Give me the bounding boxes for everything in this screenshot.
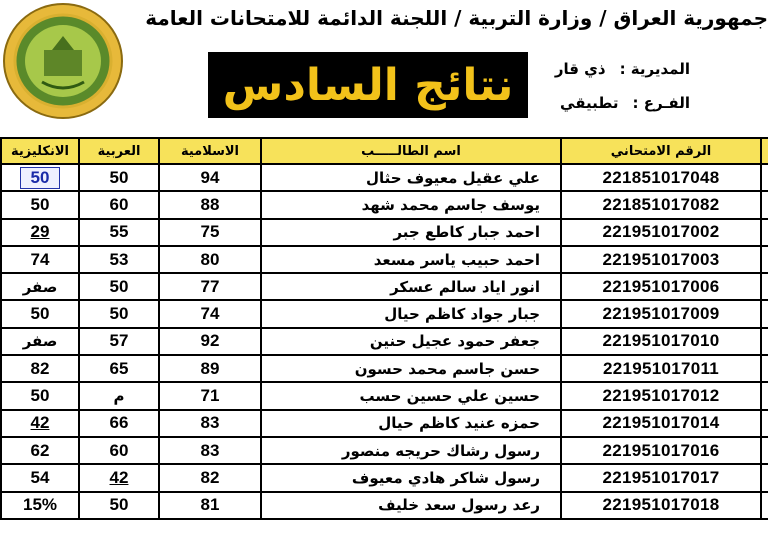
grade-cell-islamic[interactable]: 92	[159, 328, 261, 355]
results-table	[0, 137, 768, 520]
grade-cell-arabic[interactable]: 50	[79, 164, 159, 191]
student-name-cell[interactable]: انور اياد سالم عسكر	[261, 273, 561, 300]
student-name-cell[interactable]: حمزه عنيد كاظم حيال	[261, 410, 561, 437]
exam-number-cell[interactable]: 221951017014	[561, 410, 761, 437]
student-name-cell[interactable]: احمد جبار كاطع جبر	[261, 219, 561, 246]
exam-number-cell[interactable]: 221951017017	[561, 464, 761, 491]
row-extra-cell	[761, 464, 768, 491]
page-header-title: جمهورية العراق / وزارة التربية / اللجنة الدائمة للامتحانات العامة	[145, 6, 768, 30]
grade-cell-islamic[interactable]: 71	[159, 382, 261, 409]
grade-cell-english[interactable]: 15%	[1, 492, 79, 519]
column-header-name[interactable]: اسم الطالـــــب	[261, 138, 561, 164]
row-extra-cell	[761, 164, 768, 191]
grade-cell-arabic[interactable]: 50	[79, 273, 159, 300]
student-name-cell[interactable]: رعد رسول سعد خليف	[261, 492, 561, 519]
grade-cell-arabic[interactable]: 53	[79, 246, 159, 273]
grade-cell-arabic[interactable]: 50	[79, 300, 159, 327]
row-extra-cell	[761, 191, 768, 218]
table-row[interactable]	[1, 191, 768, 218]
grade-cell-arabic[interactable]: 65	[79, 355, 159, 382]
exam-number-cell[interactable]: 221951017009	[561, 300, 761, 327]
row-extra-cell	[761, 246, 768, 273]
student-name-cell[interactable]: علي عقيل معيوف حثال	[261, 164, 561, 191]
column-header-exam-number[interactable]: الرقم الامتحاني	[561, 138, 761, 164]
student-name-cell[interactable]: يوسف جاسم محمد شهد	[261, 191, 561, 218]
student-name-cell[interactable]: حسين علي حسين حسب	[261, 382, 561, 409]
row-extra-cell	[761, 437, 768, 464]
exam-number-cell[interactable]: 221951017002	[561, 219, 761, 246]
exam-number-cell[interactable]: 221951017016	[561, 437, 761, 464]
exam-number-cell[interactable]: 221951017018	[561, 492, 761, 519]
row-extra-cell	[761, 328, 768, 355]
grade-cell-english[interactable]: 54	[1, 464, 79, 491]
table-row[interactable]	[1, 464, 768, 491]
table-row[interactable]	[1, 273, 768, 300]
grade-cell-islamic[interactable]: 83	[159, 437, 261, 464]
row-extra-cell	[761, 382, 768, 409]
grade-cell-english[interactable]: 50	[1, 164, 79, 191]
table-row[interactable]	[1, 328, 768, 355]
exam-number-cell[interactable]: 221951017012	[561, 382, 761, 409]
grade-cell-english[interactable]: 62	[1, 437, 79, 464]
grade-cell-islamic[interactable]: 74	[159, 300, 261, 327]
student-name-cell[interactable]: رسول رشاك حريجه منصور	[261, 437, 561, 464]
grade-cell-arabic[interactable]: 50	[79, 492, 159, 519]
ministry-seal-logo	[2, 2, 124, 120]
student-name-cell[interactable]: حسن جاسم محمد حسون	[261, 355, 561, 382]
grade-cell-english[interactable]: 42	[1, 410, 79, 437]
table-header-row	[1, 138, 768, 164]
grade-cell-arabic[interactable]: 55	[79, 219, 159, 246]
column-header-english[interactable]: الانكليزية	[1, 138, 79, 164]
grade-cell-islamic[interactable]: 89	[159, 355, 261, 382]
column-header-islamic[interactable]: الاسلامية	[159, 138, 261, 164]
student-name-cell[interactable]: جبار جواد كاظم حيال	[261, 300, 561, 327]
results-banner: نتائج السادس	[208, 52, 528, 118]
grade-cell-arabic[interactable]: 60	[79, 437, 159, 464]
table-row[interactable]	[1, 382, 768, 409]
column-header-arabic[interactable]: العربية	[79, 138, 159, 164]
exam-number-cell[interactable]: 221951017003	[561, 246, 761, 273]
exam-number-cell[interactable]: 221951017006	[561, 273, 761, 300]
grade-cell-english[interactable]: 50	[1, 300, 79, 327]
row-extra-cell	[761, 355, 768, 382]
row-extra-cell	[761, 492, 768, 519]
grade-cell-islamic[interactable]: 83	[159, 410, 261, 437]
exam-number-cell[interactable]: 221851017048	[561, 164, 761, 191]
student-name-cell[interactable]: رسول شاكر هادي معيوف	[261, 464, 561, 491]
grade-cell-english[interactable]: 74	[1, 246, 79, 273]
table-row[interactable]	[1, 410, 768, 437]
table-row[interactable]	[1, 492, 768, 519]
student-name-cell[interactable]: جعفر حمود عجيل حنين	[261, 328, 561, 355]
table-row[interactable]	[1, 355, 768, 382]
grade-cell-english[interactable]: 50	[1, 382, 79, 409]
grade-cell-arabic[interactable]: 66	[79, 410, 159, 437]
grade-cell-english[interactable]: صفر	[1, 273, 79, 300]
grade-cell-arabic[interactable]: 60	[79, 191, 159, 218]
student-name-cell[interactable]: احمد حبيب ياسر مسعد	[261, 246, 561, 273]
grade-cell-english[interactable]: 29	[1, 219, 79, 246]
grade-cell-islamic[interactable]: 77	[159, 273, 261, 300]
grade-cell-arabic[interactable]: م	[79, 382, 159, 409]
directorate-value: ذي قار	[554, 60, 606, 78]
grade-cell-islamic[interactable]: 81	[159, 492, 261, 519]
grade-cell-islamic[interactable]: 82	[159, 464, 261, 491]
grade-cell-arabic[interactable]: 57	[79, 328, 159, 355]
branch-value: تطبيقي	[560, 94, 619, 112]
grade-cell-english[interactable]: 50	[1, 191, 79, 218]
exam-number-cell[interactable]: 221951017010	[561, 328, 761, 355]
grade-cell-english[interactable]: صفر	[1, 328, 79, 355]
row-extra-cell	[761, 300, 768, 327]
directorate-label: المديرية :	[619, 60, 690, 78]
grade-cell-arabic[interactable]: 42	[79, 464, 159, 491]
exam-number-cell[interactable]: 221951017011	[561, 355, 761, 382]
row-extra-cell	[761, 219, 768, 246]
grade-cell-islamic[interactable]: 94	[159, 164, 261, 191]
table-row[interactable]	[1, 219, 768, 246]
grade-cell-english[interactable]: 82	[1, 355, 79, 382]
table-row[interactable]	[1, 437, 768, 464]
table-row[interactable]	[1, 300, 768, 327]
exam-number-cell[interactable]: 221851017082	[561, 191, 761, 218]
branch-label: الفـرع :	[632, 94, 690, 112]
row-extra-cell	[761, 410, 768, 437]
table-row[interactable]	[1, 246, 768, 273]
branch-info	[560, 94, 690, 112]
grade-cell-islamic[interactable]: 88	[159, 191, 261, 218]
directorate-info	[555, 60, 690, 78]
table-row[interactable]	[1, 164, 768, 191]
row-extra-cell	[761, 273, 768, 300]
grade-cell-islamic[interactable]: 75	[159, 219, 261, 246]
column-header-extra	[761, 138, 768, 164]
grade-cell-islamic[interactable]: 80	[159, 246, 261, 273]
